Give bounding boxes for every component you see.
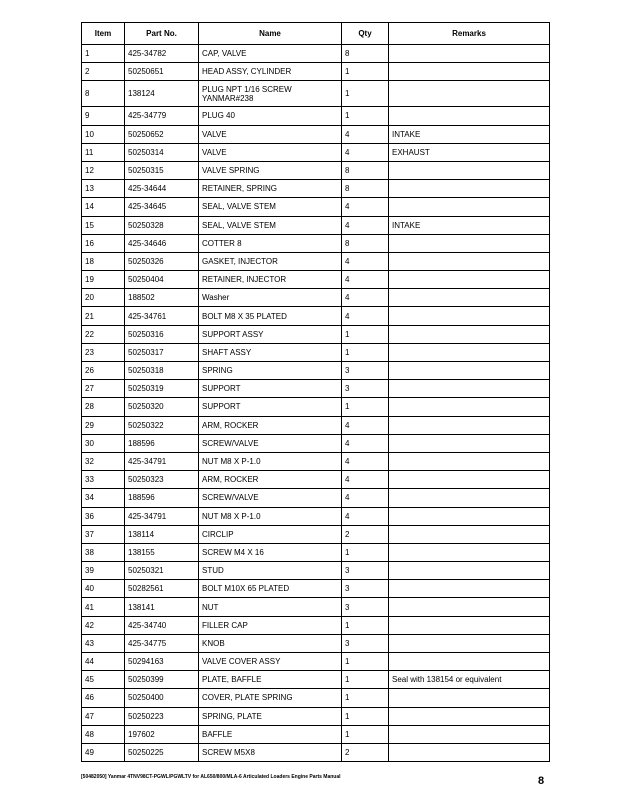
cell-qty: 1 [342,543,389,561]
cell-name: SUPPORT [199,380,342,398]
table-row [82,398,550,416]
cell-item: 22 [82,325,125,343]
cell-remarks [389,653,550,671]
cell-name: RETAINER, INJECTOR [199,271,342,289]
cell-part-no: 425-34779 [125,107,199,125]
cell-remarks [389,307,550,325]
cell-remarks [389,234,550,252]
cell-part-no: 50250314 [125,143,199,161]
header-part-no: Part No. [125,23,199,45]
table-row [82,45,550,63]
cell-item: 47 [82,707,125,725]
table-row [82,562,550,580]
cell-item: 15 [82,216,125,234]
cell-item: 48 [82,725,125,743]
table-row [82,216,550,234]
cell-name: VALVE COVER ASSY [199,653,342,671]
table-row [82,489,550,507]
parts-table [81,22,550,762]
cell-qty: 8 [342,180,389,198]
cell-item: 40 [82,580,125,598]
table-row [82,252,550,270]
cell-name: VALVE SPRING [199,161,342,179]
cell-name: SEAL, VALVE STEM [199,216,342,234]
cell-name: VALVE [199,125,342,143]
cell-item: 41 [82,598,125,616]
cell-remarks [389,289,550,307]
cell-part-no: 425-34761 [125,307,199,325]
cell-item: 28 [82,398,125,416]
cell-item: 36 [82,507,125,525]
cell-name: SHAFT ASSY [199,343,342,361]
cell-part-no: 50250321 [125,562,199,580]
cell-qty: 4 [342,471,389,489]
table-row [82,234,550,252]
cell-remarks [389,507,550,525]
cell-name: ARM, ROCKER [199,416,342,434]
cell-part-no: 50250223 [125,707,199,725]
table-row [82,325,550,343]
cell-qty: 4 [342,307,389,325]
table-row [82,653,550,671]
cell-remarks [389,325,550,343]
cell-remarks [389,380,550,398]
cell-qty: 4 [342,252,389,270]
table-row [82,743,550,761]
cell-qty: 4 [342,125,389,143]
cell-item: 9 [82,107,125,125]
cell-remarks [389,743,550,761]
cell-part-no: 50250322 [125,416,199,434]
cell-remarks [389,107,550,125]
cell-item: 2 [82,63,125,81]
cell-qty: 4 [342,143,389,161]
cell-item: 32 [82,452,125,470]
table-row [82,543,550,561]
table-row [82,471,550,489]
cell-item: 10 [82,125,125,143]
cell-name: VALVE [199,143,342,161]
cell-qty: 8 [342,45,389,63]
cell-part-no: 138114 [125,525,199,543]
cell-part-no: 188596 [125,434,199,452]
cell-name: SUPPORT ASSY [199,325,342,343]
cell-qty: 2 [342,743,389,761]
table-row [82,107,550,125]
cell-part-no: 425-34782 [125,45,199,63]
cell-qty: 2 [342,525,389,543]
cell-part-no: 50294163 [125,653,199,671]
cell-item: 39 [82,562,125,580]
cell-remarks [389,543,550,561]
cell-part-no: 197602 [125,725,199,743]
cell-qty: 1 [342,671,389,689]
cell-item: 14 [82,198,125,216]
table-row [82,143,550,161]
table-body [82,45,550,762]
cell-name: PLUG NPT 1/16 SCREW YANMAR#238 [199,81,342,107]
cell-name: SEAL, VALVE STEM [199,198,342,216]
cell-qty: 1 [342,707,389,725]
cell-part-no: 50250319 [125,380,199,398]
cell-qty: 3 [342,380,389,398]
cell-qty: 3 [342,598,389,616]
table-row [82,707,550,725]
cell-part-no: 425-34740 [125,616,199,634]
cell-name: SPRING, PLATE [199,707,342,725]
cell-remarks [389,725,550,743]
cell-part-no: 50250316 [125,325,199,343]
cell-part-no: 50250317 [125,343,199,361]
cell-item: 33 [82,471,125,489]
cell-item: 38 [82,543,125,561]
cell-name: ARM, ROCKER [199,471,342,489]
cell-name: NUT M8 X P-1.0 [199,452,342,470]
table-row [82,161,550,179]
cell-item: 8 [82,81,125,107]
cell-item: 26 [82,362,125,380]
cell-item: 21 [82,307,125,325]
cell-item: 46 [82,689,125,707]
cell-item: 11 [82,143,125,161]
cell-item: 45 [82,671,125,689]
cell-remarks [389,45,550,63]
cell-part-no: 50250399 [125,671,199,689]
cell-name: CIRCLIP [199,525,342,543]
cell-name: CAP, VALVE [199,45,342,63]
cell-qty: 1 [342,343,389,361]
cell-remarks [389,81,550,107]
cell-qty: 1 [342,653,389,671]
table-row [82,634,550,652]
cell-remarks [389,198,550,216]
cell-name: COVER, PLATE SPRING [199,689,342,707]
cell-remarks [389,616,550,634]
cell-part-no: 138124 [125,81,199,107]
table-row [82,452,550,470]
table-row [82,63,550,81]
table-row [82,362,550,380]
cell-item: 29 [82,416,125,434]
cell-remarks [389,343,550,361]
cell-name: PLATE, BAFFLE [199,671,342,689]
cell-qty: 1 [342,325,389,343]
table-row [82,598,550,616]
cell-name: COTTER 8 [199,234,342,252]
cell-qty: 1 [342,616,389,634]
cell-remarks [389,452,550,470]
cell-name: SPRING [199,362,342,380]
cell-item: 23 [82,343,125,361]
cell-qty: 3 [342,580,389,598]
table-row [82,380,550,398]
cell-remarks: INTAKE [389,125,550,143]
table-row [82,434,550,452]
cell-qty: 4 [342,452,389,470]
table-row [82,81,550,107]
table-header-row [82,23,550,45]
cell-part-no: 50250328 [125,216,199,234]
cell-qty: 4 [342,434,389,452]
cell-item: 37 [82,525,125,543]
table-row [82,616,550,634]
cell-qty: 3 [342,562,389,580]
table-row [82,689,550,707]
cell-name: NUT [199,598,342,616]
cell-item: 20 [82,289,125,307]
cell-qty: 4 [342,198,389,216]
cell-part-no: 425-34646 [125,234,199,252]
header-qty: Qty [342,23,389,45]
footer-note: [50482050] Yanmar 4TNV98CT-PGWL/PGWLTV for AL650/800/MLA-6 Articulated Loaders Engine Parts Manual [81,774,341,780]
table-row [82,125,550,143]
table-row [82,271,550,289]
cell-name: SCREW/VALVE [199,489,342,507]
cell-name: PLUG 40 [199,107,342,125]
cell-remarks [389,689,550,707]
cell-name: SCREW M4 X 16 [199,543,342,561]
cell-qty: 4 [342,489,389,507]
table-row [82,307,550,325]
cell-name: Washer [199,289,342,307]
cell-remarks [389,598,550,616]
cell-item: 34 [82,489,125,507]
cell-item: 42 [82,616,125,634]
cell-item: 19 [82,271,125,289]
cell-remarks [389,398,550,416]
cell-qty: 8 [342,234,389,252]
cell-part-no: 50250651 [125,63,199,81]
cell-item: 44 [82,653,125,671]
cell-item: 27 [82,380,125,398]
cell-qty: 4 [342,216,389,234]
cell-remarks: EXHAUST [389,143,550,161]
cell-name: KNOB [199,634,342,652]
cell-name: BAFFLE [199,725,342,743]
cell-item: 12 [82,161,125,179]
table-row [82,525,550,543]
cell-remarks [389,489,550,507]
cell-part-no: 50250326 [125,252,199,270]
cell-remarks [389,471,550,489]
table-row [82,180,550,198]
cell-qty: 1 [342,63,389,81]
cell-name: HEAD ASSY, CYLINDER [199,63,342,81]
header-item: Item [82,23,125,45]
cell-name: BOLT M8 X 35 PLATED [199,307,342,325]
cell-name: GASKET, INJECTOR [199,252,342,270]
cell-remarks [389,562,550,580]
cell-qty: 4 [342,289,389,307]
cell-remarks [389,161,550,179]
cell-item: 43 [82,634,125,652]
table-row [82,416,550,434]
cell-part-no: 138141 [125,598,199,616]
cell-item: 13 [82,180,125,198]
cell-part-no: 50250318 [125,362,199,380]
cell-part-no: 425-34791 [125,452,199,470]
cell-remarks [389,252,550,270]
cell-part-no: 188596 [125,489,199,507]
cell-remarks [389,525,550,543]
cell-qty: 8 [342,161,389,179]
cell-remarks [389,271,550,289]
table-row [82,725,550,743]
cell-part-no: 188502 [125,289,199,307]
cell-qty: 1 [342,725,389,743]
cell-remarks: Seal with 138154 or equivalent [389,671,550,689]
cell-qty: 4 [342,507,389,525]
cell-name: SCREW M5X8 [199,743,342,761]
cell-item: 18 [82,252,125,270]
cell-name: FILLER CAP [199,616,342,634]
cell-item: 1 [82,45,125,63]
cell-part-no: 425-34644 [125,180,199,198]
cell-remarks [389,634,550,652]
table-row [82,289,550,307]
cell-qty: 3 [342,362,389,380]
cell-name: RETAINER, SPRING [199,180,342,198]
cell-remarks [389,362,550,380]
cell-qty: 4 [342,271,389,289]
cell-name: SCREW/VALVE [199,434,342,452]
table-row [82,507,550,525]
cell-name: NUT M8 X P-1.0 [199,507,342,525]
cell-item: 49 [82,743,125,761]
cell-qty: 1 [342,398,389,416]
header-name: Name [199,23,342,45]
cell-part-no: 50250323 [125,471,199,489]
cell-part-no: 50282561 [125,580,199,598]
cell-remarks: INTAKE [389,216,550,234]
cell-qty: 1 [342,107,389,125]
cell-remarks [389,63,550,81]
cell-remarks [389,416,550,434]
cell-qty: 1 [342,689,389,707]
table-row [82,580,550,598]
cell-name: BOLT M10X 65 PLATED [199,580,342,598]
cell-part-no: 138155 [125,543,199,561]
page-number: 8 [538,775,545,787]
cell-qty: 1 [342,81,389,107]
cell-remarks [389,180,550,198]
cell-qty: 3 [342,634,389,652]
cell-name: STUD [199,562,342,580]
cell-part-no: 50250400 [125,689,199,707]
table-row [82,198,550,216]
table-row [82,671,550,689]
cell-part-no: 50250320 [125,398,199,416]
cell-remarks [389,434,550,452]
cell-part-no: 50250404 [125,271,199,289]
cell-part-no: 50250225 [125,743,199,761]
cell-remarks [389,707,550,725]
cell-part-no: 425-34645 [125,198,199,216]
cell-name: SUPPORT [199,398,342,416]
cell-part-no: 50250652 [125,125,199,143]
cell-item: 30 [82,434,125,452]
header-remarks: Remarks [389,23,550,45]
cell-part-no: 425-34775 [125,634,199,652]
cell-qty: 4 [342,416,389,434]
cell-item: 16 [82,234,125,252]
cell-remarks [389,580,550,598]
cell-part-no: 425-34791 [125,507,199,525]
cell-part-no: 50250315 [125,161,199,179]
table-row [82,343,550,361]
